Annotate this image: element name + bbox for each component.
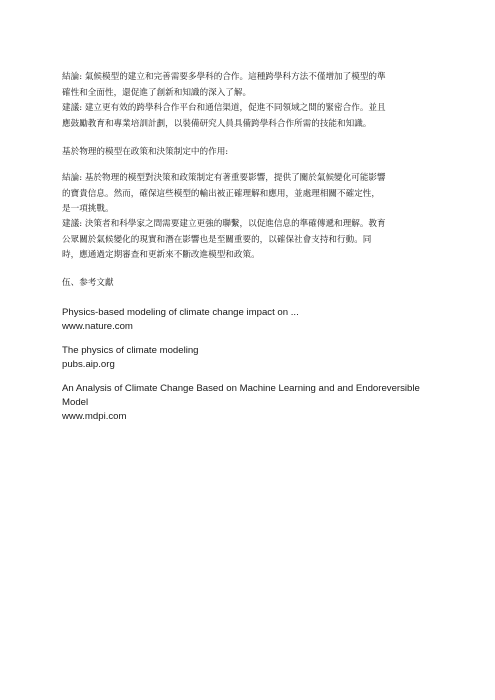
text-line: 結論: 基於物理的模型對決策和政策制定有著重要影響，提供了關於氣候變化可能影響 [62,173,386,183]
reference-url: www.mdpi.com [62,411,127,422]
section1-recommendation [62,101,442,132]
references-heading-block [62,276,442,292]
reference-title: Physics-based modeling of climate change impact on ... [62,307,299,318]
text-line: 結論: 氣候模型的建立和完善需要多學科的合作。這種跨學科方法不僅增加了模型的準 [62,72,386,82]
references-heading: 伍、参考文獻 [62,278,114,288]
reference-url: www.nature.com [62,321,133,332]
text-line: 建議: 建立更有效的跨學科合作平台和通信渠道，促進不同領域之間的緊密合作。並且 [62,103,386,113]
section2-recommendation [62,217,442,264]
text-line: 建議: 決策者和科學家之間需要建立更強的聯繫，以促進信息的準確傳遞和理解。教育 [62,219,386,229]
reference-item [62,382,442,424]
section2-conclusion [62,171,442,218]
text-line: 時，應通過定期審查和更新來不斷改進模型和政策。 [62,250,260,260]
reference-item [62,344,442,372]
reference-title: An Analysis of Climate Change Based on Machine Learning and and Endoreversible [62,383,420,394]
section1-conclusion [62,70,442,101]
text-line: 公眾關於氣候變化的現實和潛在影響也是至關重要的，以確保社會支持和行動。同 [62,234,372,245]
reference-url: pubs.aip.org [62,359,115,370]
reference-title: The physics of climate modeling [62,345,199,356]
text-line: 是一項挑戰。 [62,204,114,214]
reference-title-continued: Model [62,397,89,408]
section-heading: 基於物理的模型在政策和決策制定中的作用: [62,147,229,157]
text-line: 應鼓勵教育和專業培訓計劃，以裝備研究人員具備跨學科合作所需的技能和知識。 [62,118,372,129]
reference-item [62,306,442,334]
text-line: 確性和全面性，還促進了創新和知識的深入了解。 [62,87,252,98]
section2-heading [62,145,442,161]
text-line: 的寶貴信息。然而，確保這些模型的輸出被正確理解和應用，並處理相關不確定性， [62,188,380,199]
